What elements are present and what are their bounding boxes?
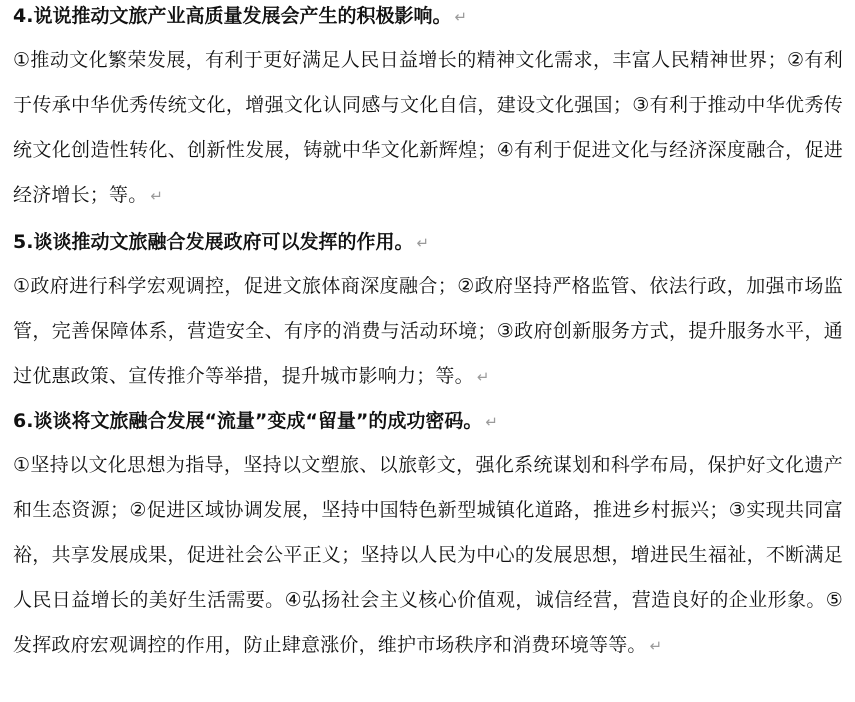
question-text: 5.谈谈推动文旅融合发展政府可以发挥的作用。 (13, 231, 414, 253)
question-text: 4.说说推动文旅产业高质量发展会产生的积极影响。 (13, 5, 452, 27)
paragraph-mark-icon: ↵ (485, 413, 498, 431)
question-4 (13, 5, 467, 28)
paragraph-mark-icon: ↵ (416, 234, 430, 252)
answer-6 (13, 443, 843, 669)
answer-5 (13, 264, 843, 400)
question-text: 6.谈谈将文旅融合发展“流量”变成“留量”的成功密码。 (13, 410, 483, 432)
answer-text: ①坚持以文化思想为指导，坚持以文塑旅、以旅彰文，强化系统谋划和科学布局，保护好文化遗产和生态资源；②促进区域协调发展，坚持中国特色新型城镇化道路，推进乡村振兴；③实现共同富裕，共享发展成果，促进社会公平正义；坚持以人民为中心的发展思想，增进民生福祉，不断满足人民日益增长的美好生活需要。④弘扬社会主义核心价值观，诚信经营，营造良好的企业形象。⑤发挥政府宏观调控的作用，防止肆意涨价，维护市场秩序和消费环境等等。 (13, 454, 843, 656)
question-6 (13, 410, 498, 433)
paragraph-mark-icon: ↵ (476, 368, 490, 386)
paragraph-mark-icon: ↵ (150, 187, 164, 205)
paragraph-mark-icon: ↵ (454, 8, 468, 26)
answer-text: ①推动文化繁荣发展，有利于更好满足人民日益增长的精神文化需求，丰富人民精神世界；②有利于传承中华优秀传统文化，增强文化认同感与文化自信，建设文化强国；③有利于推动中华优秀传统文化创造性转化、创新性发展，铸就中华文化新辉煌；④有利于促进文化与经济深度融合，促进经济增长；等。 (13, 49, 843, 206)
question-5 (13, 231, 429, 254)
paragraph-mark-icon: ↵ (649, 637, 663, 655)
answer-text: ①政府进行科学宏观调控，促进文旅体商深度融合；②政府坚持严格监管、依法行政，加强市场监管，完善保障体系，营造安全、有序的消费与活动环境；③政府创新服务方式，提升服务水平，通过优惠政策、宣传推介等举措，提升城市影响力；等。 (13, 275, 843, 387)
answer-4 (13, 38, 843, 219)
